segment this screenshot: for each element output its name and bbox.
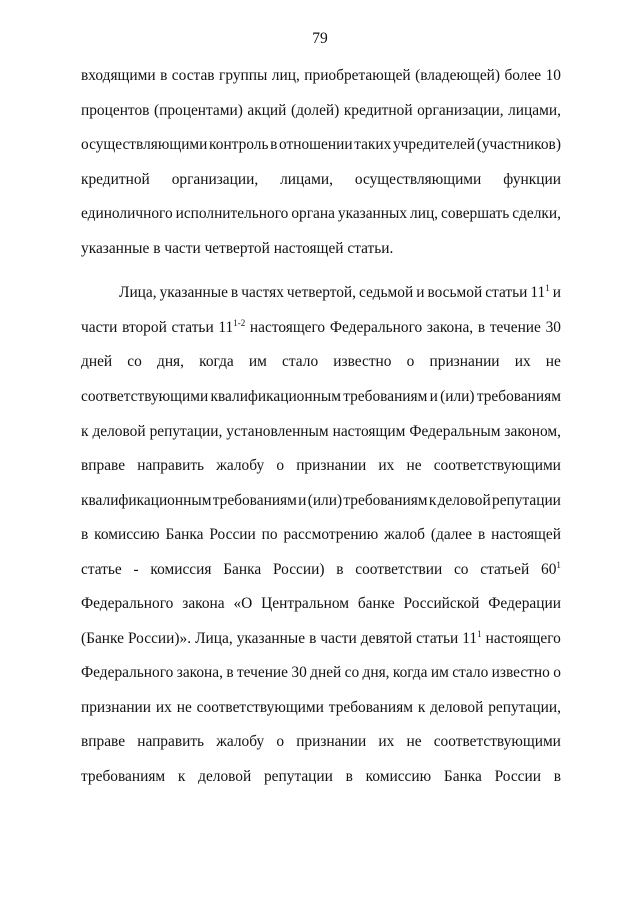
word: кредитной bbox=[81, 170, 150, 188]
word: (участников) bbox=[476, 136, 561, 154]
word: девятой bbox=[360, 629, 413, 647]
word: Центральном bbox=[261, 595, 349, 613]
word: статьи bbox=[171, 318, 214, 336]
word: репутации bbox=[263, 768, 333, 785]
word: лицами, bbox=[508, 101, 561, 119]
word: их bbox=[378, 733, 395, 751]
word: течение bbox=[489, 318, 541, 336]
superscript-marker: 1-2 bbox=[233, 317, 246, 328]
word: Федерации bbox=[488, 595, 561, 613]
word: $11^1$ bbox=[530, 283, 550, 302]
word: стало bbox=[282, 353, 319, 371]
text-line bbox=[81, 350, 561, 374]
word: Федерального bbox=[81, 664, 174, 682]
text-line bbox=[81, 523, 561, 547]
word: учредителей bbox=[392, 136, 476, 154]
word: лицами, bbox=[280, 170, 333, 188]
word: указанные bbox=[159, 284, 228, 302]
word: статьи. bbox=[347, 239, 394, 257]
word: совершать bbox=[441, 205, 510, 223]
text-line bbox=[81, 558, 561, 582]
word: 30 bbox=[545, 318, 561, 336]
text-line bbox=[81, 316, 561, 340]
word: о bbox=[276, 733, 285, 751]
word: в bbox=[477, 318, 486, 336]
word: приобретающей bbox=[304, 67, 411, 84]
word: четвертой bbox=[204, 239, 270, 257]
word: направить bbox=[137, 457, 205, 475]
word: Федеральным bbox=[409, 422, 501, 440]
word: исполнительного bbox=[175, 205, 289, 223]
word: состав bbox=[171, 67, 215, 84]
word: к bbox=[81, 422, 89, 440]
word: установленным bbox=[226, 422, 329, 440]
word: статьи bbox=[416, 629, 459, 647]
word: в bbox=[270, 136, 278, 154]
text-line bbox=[81, 202, 561, 226]
word: требованиям bbox=[343, 491, 428, 509]
word: со bbox=[344, 664, 360, 682]
word: России)». bbox=[128, 629, 192, 647]
word: в bbox=[309, 629, 317, 647]
word: признании bbox=[429, 353, 500, 371]
word: Банка bbox=[223, 560, 262, 578]
word: Российской bbox=[403, 595, 480, 613]
word: репутации bbox=[492, 491, 561, 509]
word: входящими bbox=[81, 67, 156, 84]
word: их bbox=[378, 457, 395, 475]
word: России bbox=[209, 526, 256, 544]
word: части bbox=[164, 239, 201, 257]
word: репутации, bbox=[149, 422, 223, 440]
word: известно bbox=[491, 664, 550, 682]
word: вправе bbox=[81, 733, 126, 751]
word: Лица, bbox=[119, 284, 157, 302]
word: признании bbox=[296, 457, 367, 475]
word: настоящей bbox=[491, 526, 561, 544]
word: $11^1$ bbox=[462, 628, 482, 647]
word: указанных bbox=[337, 205, 408, 223]
word: деловой bbox=[92, 422, 146, 440]
word: отношении bbox=[279, 136, 353, 154]
word: признании bbox=[81, 698, 152, 716]
word: организации, bbox=[417, 101, 504, 119]
word: Банка bbox=[443, 768, 482, 785]
word: комиссия bbox=[150, 560, 212, 578]
word: настоящего bbox=[485, 629, 561, 647]
word: (или) bbox=[307, 491, 343, 509]
word: не bbox=[406, 733, 422, 751]
word: о bbox=[406, 353, 415, 371]
word: жалоб bbox=[384, 526, 425, 544]
word: (долей) bbox=[290, 101, 340, 119]
word: Банка bbox=[165, 526, 204, 544]
word: деловой bbox=[437, 491, 491, 509]
word: жалобу bbox=[216, 733, 265, 751]
text-line bbox=[81, 592, 561, 616]
word: статьи bbox=[485, 284, 528, 302]
word: законом, bbox=[504, 422, 561, 440]
word: когда bbox=[199, 353, 234, 371]
word: требованиям bbox=[212, 491, 297, 509]
word: в bbox=[160, 67, 168, 84]
word: и bbox=[416, 284, 425, 302]
word: части bbox=[81, 318, 118, 336]
word: к bbox=[428, 491, 437, 509]
text-line bbox=[81, 385, 561, 409]
word: в bbox=[230, 284, 239, 302]
word: комиссию bbox=[94, 526, 160, 544]
text-line bbox=[81, 627, 561, 651]
word: квалификационным bbox=[210, 387, 341, 405]
text-line bbox=[81, 237, 561, 261]
word: дня, bbox=[362, 664, 390, 682]
text-line bbox=[81, 454, 561, 478]
word: им bbox=[248, 353, 267, 371]
word: четвертой, bbox=[286, 284, 357, 302]
word: соответствии bbox=[355, 560, 443, 578]
text-line bbox=[81, 420, 561, 444]
word: частях bbox=[241, 284, 284, 302]
text-line bbox=[81, 730, 561, 754]
text-line bbox=[81, 696, 561, 720]
word: статье bbox=[81, 560, 122, 578]
word: их bbox=[514, 353, 531, 371]
word: России) bbox=[272, 560, 325, 578]
word: части bbox=[320, 629, 357, 647]
word: Федерального bbox=[329, 318, 423, 336]
word: $60^1$ bbox=[541, 559, 561, 578]
word: дней bbox=[310, 664, 342, 682]
word: банке bbox=[357, 595, 395, 613]
word: более bbox=[504, 67, 542, 84]
word: и bbox=[298, 491, 307, 509]
word: 30 bbox=[291, 664, 307, 682]
word: закона, bbox=[176, 664, 223, 682]
word: соответствующими bbox=[433, 733, 561, 751]
word: осуществляющими bbox=[354, 170, 482, 188]
word: в bbox=[345, 768, 353, 785]
word: органа bbox=[291, 205, 335, 223]
text-line bbox=[81, 64, 561, 88]
word: в bbox=[226, 664, 234, 682]
word: не bbox=[176, 698, 192, 716]
text-line bbox=[81, 765, 561, 789]
word: направить bbox=[137, 733, 205, 751]
text-line bbox=[81, 168, 561, 192]
word: деловой bbox=[430, 698, 484, 716]
word: акций bbox=[247, 101, 287, 119]
word: квалификационным bbox=[81, 491, 212, 509]
word: осуществляющими bbox=[81, 136, 208, 154]
word: - bbox=[133, 560, 139, 578]
text-line bbox=[81, 133, 561, 157]
word: закона bbox=[182, 595, 225, 613]
word: лиц, bbox=[410, 205, 439, 223]
word: кредитной bbox=[343, 101, 413, 119]
word: указанные bbox=[236, 629, 306, 647]
word: не bbox=[406, 457, 422, 475]
word: (процентами) bbox=[153, 101, 243, 119]
word: к bbox=[417, 698, 426, 716]
word: требованиям bbox=[476, 387, 561, 405]
word: стало bbox=[452, 664, 489, 682]
word: деловой bbox=[198, 768, 252, 785]
superscript-marker: 1 bbox=[545, 283, 550, 294]
word: репутации, bbox=[488, 698, 561, 716]
word: седьмой bbox=[359, 284, 414, 302]
word: соответствующими bbox=[433, 457, 561, 475]
word: дней bbox=[81, 353, 113, 371]
word: соответствующими bbox=[81, 387, 209, 405]
word: рассмотрению bbox=[283, 526, 379, 544]
word: восьмой bbox=[427, 284, 483, 302]
word: комиссию bbox=[365, 768, 432, 785]
text-line bbox=[81, 489, 561, 513]
superscript-marker: 1 bbox=[556, 559, 561, 570]
word: закона, bbox=[426, 318, 474, 336]
word: и bbox=[552, 284, 561, 302]
word: к bbox=[177, 768, 186, 785]
page-number: 79 bbox=[312, 30, 328, 47]
word: настоящего bbox=[249, 318, 326, 336]
text-line bbox=[81, 661, 561, 685]
word: группы bbox=[219, 67, 268, 84]
word: жалобу bbox=[216, 457, 265, 475]
word: требованиям bbox=[328, 698, 413, 716]
word: требованиям bbox=[343, 387, 428, 405]
word: процентов bbox=[81, 101, 150, 119]
word: (Банке bbox=[81, 629, 124, 647]
word: (владеющей) bbox=[415, 67, 501, 84]
word: второй bbox=[122, 318, 167, 336]
word: настоящей bbox=[273, 239, 344, 257]
superscript-marker: 1 bbox=[477, 628, 482, 639]
word: требованиям bbox=[81, 768, 166, 785]
word: Федерального bbox=[81, 595, 174, 613]
word: в bbox=[553, 768, 561, 785]
word: в bbox=[478, 526, 486, 544]
word: по bbox=[261, 526, 278, 544]
word: когда bbox=[392, 664, 428, 682]
word: признании bbox=[296, 733, 367, 751]
word: сделки, bbox=[512, 205, 561, 223]
word: дня, bbox=[156, 353, 184, 371]
word: их bbox=[155, 698, 172, 716]
word: известно bbox=[333, 353, 392, 371]
word: статьей bbox=[480, 560, 530, 578]
word: о bbox=[553, 664, 561, 682]
word: в bbox=[336, 560, 344, 578]
word: в bbox=[81, 526, 89, 544]
word: соответствующими bbox=[196, 698, 324, 716]
word: не bbox=[545, 353, 561, 371]
word: единоличного bbox=[81, 205, 173, 223]
word: 10 bbox=[545, 67, 561, 84]
word: 11$^{1-2}$ bbox=[218, 317, 246, 336]
word: лиц, bbox=[271, 67, 300, 84]
word: и bbox=[429, 387, 438, 405]
word: о bbox=[276, 457, 285, 475]
word: им bbox=[430, 664, 449, 682]
text-line bbox=[119, 281, 561, 305]
word: вправе bbox=[81, 457, 126, 475]
word: указанные bbox=[81, 239, 150, 257]
word: (или) bbox=[440, 387, 475, 405]
word: функции bbox=[503, 170, 561, 188]
word: (далее bbox=[430, 526, 473, 544]
word: таких bbox=[354, 136, 392, 154]
word: организации, bbox=[171, 170, 259, 188]
text-line bbox=[81, 99, 561, 123]
word: «О bbox=[233, 595, 253, 613]
word: Лица, bbox=[195, 629, 233, 647]
word: контроль bbox=[209, 136, 269, 154]
word: России bbox=[494, 768, 541, 785]
word: в bbox=[153, 239, 161, 257]
word: течение bbox=[236, 664, 289, 682]
word: со bbox=[127, 353, 142, 371]
word: со bbox=[453, 560, 469, 578]
word: настоящим bbox=[332, 422, 406, 440]
